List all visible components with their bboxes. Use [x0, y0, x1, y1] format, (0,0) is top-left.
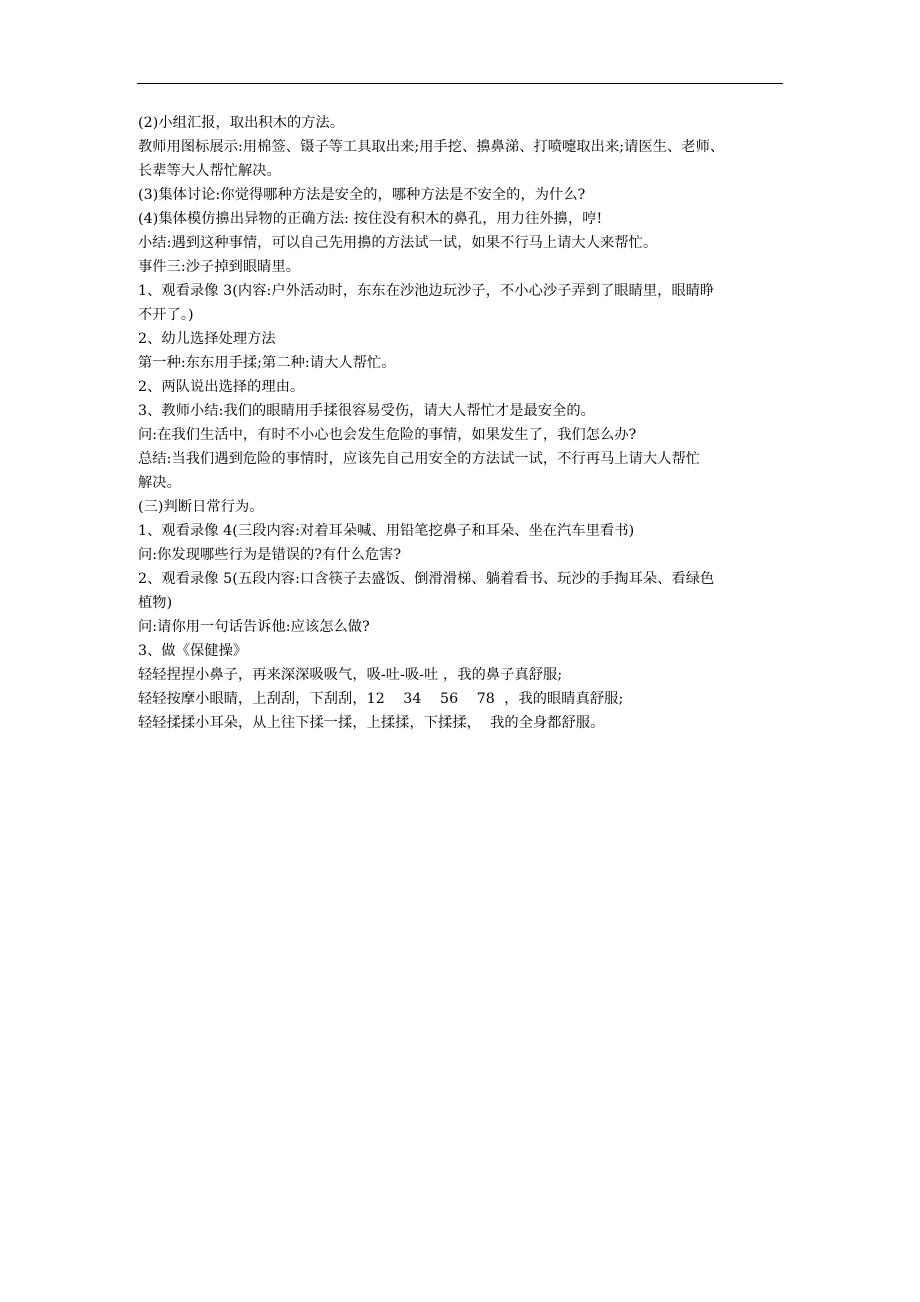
text-line: 2、观看录像 5(五段内容:口含筷子去盛饭、倒滑滑梯、躺着看书、玩沙的手掏耳朵、看绿色 [138, 571, 715, 587]
text-line: 植物) [138, 595, 173, 611]
text-line: 2、两队说出选择的理由。 [138, 379, 305, 395]
text-line: 轻轻捏捏小鼻子，再来深深吸吸气，吸-吐-吸-吐 ，我的鼻子真舒服; [138, 667, 563, 683]
text-line: 3、做《保健操》 [138, 643, 248, 659]
text-line: 第一种:东东用手揉;第二种:请大人帮忙。 [138, 355, 396, 371]
text-line: 教师用图标展示:用棉签、镊子等工具取出来;用手挖、擤鼻涕、打喷嚏取出来;请医生、老师、 [138, 139, 725, 155]
text-line: (2)小组汇报，取出积木的方法。 [138, 115, 345, 131]
text-line: 问:在我们生活中，有时不小心也会发生危险的事情，如果发生了，我们怎么办? [138, 427, 637, 443]
text-line: 1、观看录像 4(三段内容:对着耳朵喊、用铅笔挖鼻子和耳朵、坐在汽车里看书) [138, 523, 635, 539]
text-line: 解决。 [138, 475, 181, 491]
text-line: 长辈等大人帮忙解决。 [138, 163, 281, 179]
text-line: 小结:遇到这种事情，可以自己先用擤的方法试一试，如果不行马上请大人来帮忙。 [138, 235, 658, 251]
text-line: 3、教师小结:我们的眼睛用手揉很容易受伤，请大人帮忙才是最安全的。 [138, 403, 595, 419]
text-line: 轻轻揉揉小耳朵，从上往下揉一揉，上揉揉，下揉揉， 我的全身都舒服。 [138, 715, 605, 731]
text-line: 问:请你用一句话告诉他:应该怎么做? [138, 619, 370, 635]
text-line: 事件三:沙子掉到眼睛里。 [138, 259, 301, 275]
text-line: (4)集体模仿擤出异物的正确方法: 按住没有积木的鼻孔，用力往外擤，哼! [138, 211, 603, 227]
text-line: 2、幼儿选择处理方法 [138, 331, 276, 347]
text-line: 轻轻按摩小眼睛，上刮刮，下刮刮，12 34 56 78 ，我的眼睛真舒服; [138, 691, 624, 707]
text-line: 1、观看录像 3(内容:户外活动时，东东在沙池边玩沙子，不小心沙子弄到了眼睛里，眼睛睁 [138, 283, 715, 299]
document-body [138, 111, 784, 735]
text-line: 不开了。) [138, 307, 194, 323]
text-line: 问:你发现哪些行为是错误的?有什么危害? [138, 547, 402, 563]
text-line: (3)集体讨论:你觉得哪种方法是安全的，哪种方法是不安全的，为什么? [138, 187, 586, 203]
text-line: 总结:当我们遇到危险的事情时，应该先自己用安全的方法试一试，不行再马上请大人帮忙 [138, 451, 701, 467]
text-line: (三)判断日常行为。 [138, 499, 264, 515]
header-rule [137, 83, 783, 84]
